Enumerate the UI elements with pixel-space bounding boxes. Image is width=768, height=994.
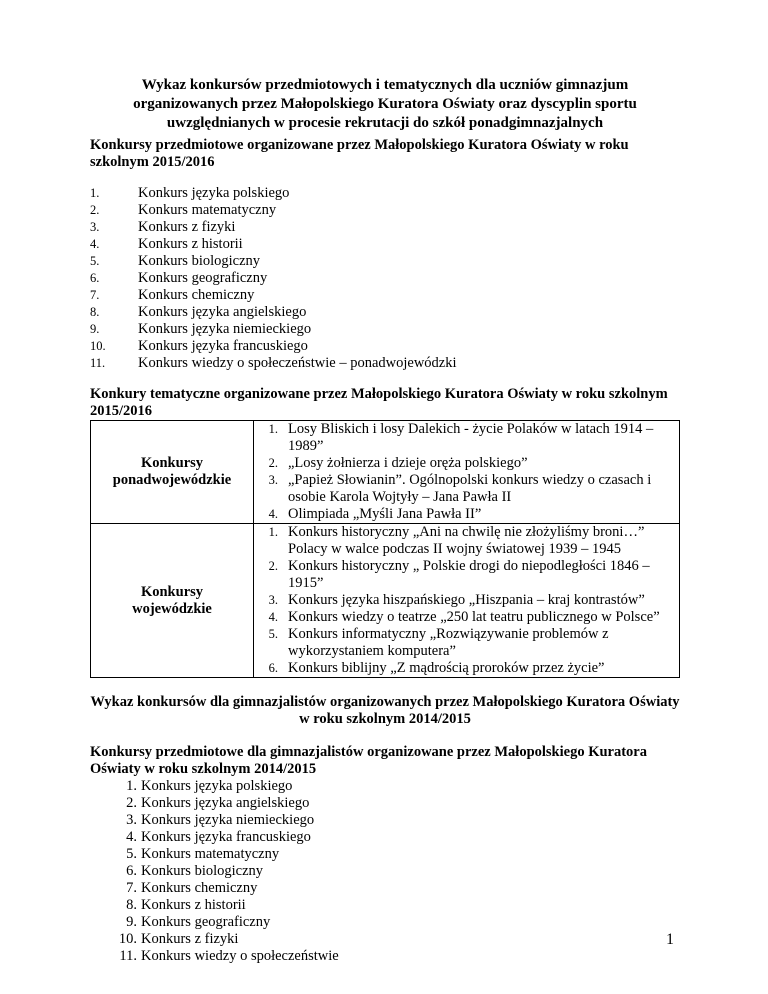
- list-item: [90, 304, 680, 321]
- list-item: [90, 863, 680, 880]
- item-text: Konkurs języka niemieckiego: [141, 812, 315, 828]
- contests-cell: [254, 524, 680, 678]
- heading-line: w roku szkolnym 2014/2015: [299, 711, 471, 727]
- item-number: 3.: [268, 593, 278, 607]
- list-item: [90, 253, 680, 270]
- item-text: Konkurs biologiczny: [141, 863, 264, 879]
- section-thematic-contests-2015: [90, 386, 680, 678]
- category-line: wojewódzkie: [132, 600, 212, 617]
- title-line: Wykaz konkursów przedmiotowych i tematycznych dla uczniów gimnazjum: [141, 77, 629, 93]
- section-subject-contests-2014: [90, 744, 680, 965]
- list-item: [90, 219, 680, 236]
- item-text: Konkurs języka hiszpańskiego „Hiszpania – kraj kontrastów”: [288, 592, 645, 608]
- item-text: Konkurs matematyczny: [138, 202, 277, 218]
- section-heading-2014: [90, 694, 680, 728]
- title-line: organizowanych przez Małopolskiego Kuratora Oświaty oraz dyscyplin sportu: [133, 96, 637, 112]
- item-text: Konkurs wiedzy o teatrze „250 lat teatru publicznego w Polsce”: [288, 609, 660, 625]
- contest-list: [90, 778, 680, 965]
- document-page: [90, 76, 680, 965]
- item-text: Konkurs historyczny „ Polskie drogi do niepodległości 1846 – 1915”: [288, 558, 650, 591]
- item-number: 8.: [90, 305, 100, 319]
- item-number: 6.: [126, 863, 137, 879]
- item-text: Losy Bliskich i losy Dalekich - życie Polaków w latach 1914 – 1989”: [288, 421, 654, 454]
- item-text: Konkurs języka angielskiego: [138, 304, 307, 320]
- list-item: [90, 829, 680, 846]
- item-text: Konkurs wiedzy o społeczeństwie: [141, 948, 339, 964]
- table-list-item: [254, 506, 679, 523]
- table-list-item: [254, 558, 679, 592]
- heading-line: Konkursy przedmiotowe dla gimnazjalistów organizowane przez Małopolskiego Kuratora: [90, 744, 647, 760]
- section-heading: [90, 137, 680, 171]
- category-line: Konkursy: [140, 583, 204, 600]
- heading-line: Wykaz konkursów dla gimnazjalistów organizowanych przez Małopolskiego Kuratora Oświaty: [90, 694, 680, 710]
- table-list-item: [254, 626, 679, 660]
- list-item: [90, 931, 680, 948]
- item-text: Konkurs geograficzny: [138, 270, 268, 286]
- item-number: 6.: [268, 661, 278, 675]
- item-text: Konkurs historyczny „Ani na chwilę nie złożyliśmy broni…” Polacy w walce podczas II wojny światowej 1939 – 1945: [288, 524, 645, 557]
- table-list-item: [254, 421, 679, 455]
- list-item: [90, 880, 680, 897]
- list-item: [90, 795, 680, 812]
- item-text: Konkurs języka polskiego: [138, 185, 290, 201]
- item-number: 4.: [126, 829, 137, 845]
- item-number: 11.: [90, 356, 106, 370]
- list-item: [90, 270, 680, 287]
- section-heading: [90, 386, 680, 420]
- table-list-item: [254, 609, 679, 626]
- list-item: [90, 321, 680, 338]
- item-number: 2.: [90, 203, 100, 217]
- heading-line: Oświaty w roku szkolnym 2014/2015: [90, 761, 317, 777]
- item-text: Konkurs języka francuskiego: [138, 338, 308, 354]
- table-row: [91, 524, 680, 678]
- item-text: Konkurs języka angielskiego: [141, 795, 310, 811]
- item-text: „Papież Słowianin”. Ogólnopolski konkurs wiedzy o czasach i osobie Karola Wojtyły – Jana Pawła II: [288, 472, 652, 505]
- list-item: [90, 897, 680, 914]
- list-item: [90, 338, 680, 355]
- table-list-item: [254, 524, 679, 558]
- item-number: 5.: [268, 627, 278, 641]
- item-text: Konkurs z fizyki: [138, 219, 236, 235]
- table-list-item: [254, 455, 679, 472]
- item-number: 3.: [90, 220, 100, 234]
- item-text: Konkurs biblijny „Z mądrością proroków przez życie”: [288, 660, 605, 676]
- item-text: Konkurs matematyczny: [141, 846, 280, 862]
- item-text: Konkurs chemiczny: [138, 287, 255, 303]
- list-item: [90, 948, 680, 965]
- item-text: „Losy żołnierza i dzieje oręża polskiego”: [288, 455, 528, 471]
- item-number: 3.: [268, 473, 278, 487]
- list-item: [90, 355, 680, 372]
- section-subject-contests-2015: [90, 137, 680, 372]
- item-text: Konkurs z fizyki: [141, 931, 239, 947]
- item-text: Konkurs z historii: [138, 236, 243, 252]
- list-item: [90, 236, 680, 253]
- category-cell: [91, 421, 254, 524]
- item-number: 6.: [90, 271, 100, 285]
- list-item: [90, 185, 680, 202]
- item-number: 9.: [90, 322, 100, 336]
- heading-line: Konkury tematyczne organizowane przez Małopolskiego Kuratora Oświaty w roku szkolnym: [90, 386, 668, 402]
- item-number: 7.: [126, 880, 137, 896]
- item-text: Konkurs wiedzy o społeczeństwie – ponadwojewódzki: [138, 355, 457, 371]
- contest-list: [90, 185, 680, 372]
- item-number: 2.: [268, 456, 278, 470]
- item-number: 1.: [90, 186, 100, 200]
- item-text: Olimpiada „Myśli Jana Pawła II”: [288, 506, 482, 522]
- item-text: Konkurs geograficzny: [141, 914, 271, 930]
- item-number: 5.: [126, 846, 137, 862]
- category-cell: [91, 524, 254, 678]
- item-number: 7.: [90, 288, 100, 302]
- heading-line: 2015/2016: [90, 403, 153, 419]
- category-line: Konkursy: [140, 455, 204, 471]
- item-number: 1.: [268, 422, 278, 436]
- item-text: Konkurs języka francuskiego: [141, 829, 311, 845]
- table-list-item: [254, 660, 679, 677]
- table-list-item: [254, 472, 679, 506]
- item-text: Konkurs biologiczny: [138, 253, 261, 269]
- list-item: [90, 287, 680, 304]
- item-number: 1.: [126, 778, 137, 794]
- section-heading: [90, 744, 680, 778]
- item-number: 9.: [126, 914, 137, 930]
- item-number: 1.: [268, 525, 278, 539]
- item-number: 2.: [268, 559, 278, 573]
- page-number: 1: [666, 931, 674, 948]
- item-number: 5.: [90, 254, 100, 268]
- contests-cell: [254, 421, 680, 524]
- item-text: Konkurs z historii: [141, 897, 246, 913]
- item-number: 4.: [268, 610, 278, 624]
- item-number: 11.: [119, 948, 137, 964]
- table-row: [91, 421, 680, 524]
- item-text: Konkurs języka polskiego: [141, 778, 293, 794]
- list-item: [90, 914, 680, 931]
- list-item: [90, 778, 680, 795]
- heading-line: szkolnym 2015/2016: [90, 154, 215, 170]
- list-item: [90, 812, 680, 829]
- item-number: 4.: [90, 237, 100, 251]
- thematic-contests-table: [90, 420, 680, 678]
- heading-line: Konkursy przedmiotowe organizowane przez Małopolskiego Kuratora Oświaty w roku: [90, 137, 629, 153]
- table-list-item: [254, 592, 679, 609]
- item-text: Konkurs chemiczny: [141, 880, 258, 896]
- item-number: 4.: [268, 507, 278, 521]
- item-number: 10.: [90, 339, 106, 353]
- item-text: Konkurs informatyczny „Rozwiązywanie problemów z wykorzystaniem komputera”: [288, 626, 609, 659]
- item-text: Konkurs języka niemieckiego: [138, 321, 312, 337]
- category-line: ponadwojewódzkie: [112, 472, 232, 488]
- item-number: 10.: [118, 931, 137, 947]
- document-title: [90, 76, 680, 133]
- item-number: 2.: [126, 795, 137, 811]
- item-number: 8.: [126, 897, 137, 913]
- list-item: [90, 202, 680, 219]
- title-line: uwzględnianych w procesie rekrutacji do szkół ponadgimnazjalnych: [166, 115, 604, 131]
- item-number: 3.: [126, 812, 137, 828]
- list-item: [90, 846, 680, 863]
